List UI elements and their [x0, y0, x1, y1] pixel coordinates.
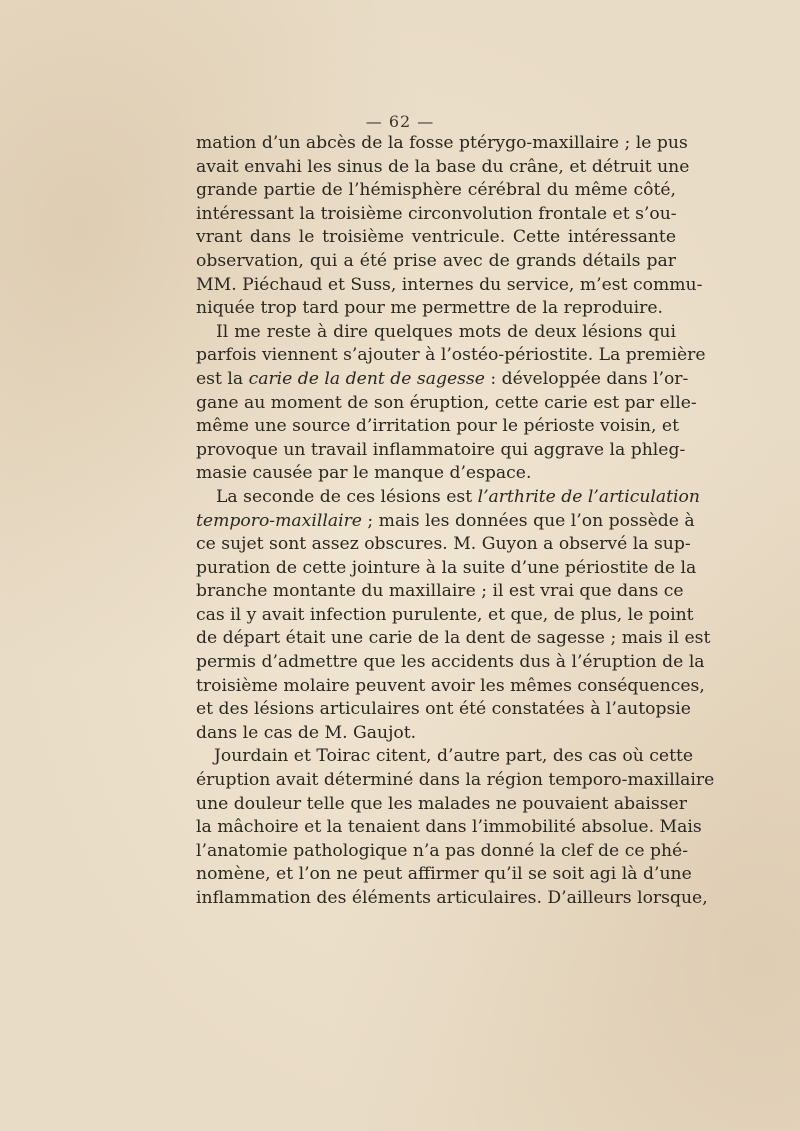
body-text	[196, 132, 715, 911]
text-line: nomène, et l’on ne peut affirmer qu’il se soit agi là d’une	[196, 864, 692, 885]
text-line: branche montante du maxillaire ; il est vrai que dans ce	[196, 581, 684, 602]
text-run: est la	[196, 368, 249, 389]
italic-run: carie de la dent de sagesse	[248, 368, 485, 389]
text-line	[196, 368, 689, 392]
text-line: inflammation des éléments articulaires. D’ailleurs lorsque,	[196, 888, 708, 908]
text-line: une douleur telle que les malades ne pouvaient abaisser	[196, 793, 687, 814]
text-line: dans le cas de M. Gaujot.	[196, 722, 417, 743]
text-line	[196, 486, 700, 510]
text-line: l’anatomie pathologique n’a pas donné la clef de ce phé-	[196, 840, 689, 861]
text-run: La seconde de ces lésions est	[216, 486, 478, 507]
text-line: même une source d’irritation pour le périoste voisin, et	[196, 416, 679, 437]
text-run: ; mais les données que l’on possède à	[361, 510, 695, 531]
text-line: puration de cette jointure à la suite d’une périostite de la	[196, 557, 697, 578]
text-line: de départ était une carie de la dent de sagesse ; mais il est	[196, 628, 711, 649]
text-line: éruption avait déterminé dans la région temporo-maxillaire	[196, 770, 715, 791]
text-line: troisième molaire peuvent avoir les mêmes conséquences,	[196, 675, 705, 696]
text-line: observation, qui a été prise avec de grands détails par	[196, 250, 676, 271]
text-line: parfois viennent s’ajouter à l’ostéo-périostite. La première	[196, 345, 706, 366]
text-line: Jourdain et Toirac citent, d’autre part, des cas où cette	[214, 746, 694, 767]
italic-run: l’arthrite de l’articulation	[477, 486, 700, 507]
text-line: la mâchoire et la tenaient dans l’immobilité absolue. Mais	[196, 817, 702, 838]
text-line	[196, 510, 695, 534]
text-line: grande partie de l’hémisphère cérébral du même côté,	[196, 180, 676, 201]
text-line: permis d’admettre que les accidents dus à l’éruption de la	[196, 652, 705, 673]
text-line: gane au moment de son éruption, cette carie est par elle-	[196, 392, 697, 413]
italic-run: temporo-maxillaire	[196, 510, 362, 531]
text-line: Il me reste à dire quelques mots de deux lésions qui	[216, 321, 676, 342]
text-line: vrant dans le troisième ventricule. Cette intéressante	[196, 227, 676, 248]
page-number: — 62 —	[365, 112, 435, 131]
text-line: et des lésions articulaires ont été constatées à l’autopsie	[196, 699, 691, 720]
text-run: : développée dans l’or-	[484, 368, 689, 389]
text-line: ce sujet sont assez obscures. M. Guyon a observé la sup-	[196, 534, 691, 555]
text-line: avait envahi les sinus de la base du crâne, et détruit une	[196, 156, 690, 177]
text-line: provoque un travail inflammatoire qui aggrave la phleg-	[196, 439, 686, 460]
text-line: cas il y avait infection purulente, et que, de plus, le point	[196, 604, 694, 625]
text-line: MM. Piéchaud et Suss, internes du service, m’est commu-	[196, 274, 703, 295]
text-line: intéressant la troisième circonvolution frontale et s’ou-	[196, 203, 677, 224]
text-line: mation d’un abcès de la fosse ptérygo-maxillaire ; le pus	[196, 133, 688, 153]
text-line: niquée trop tard pour me permettre de la reproduire.	[196, 298, 663, 319]
text-line: masie causée par le manque d’espace.	[196, 463, 532, 484]
